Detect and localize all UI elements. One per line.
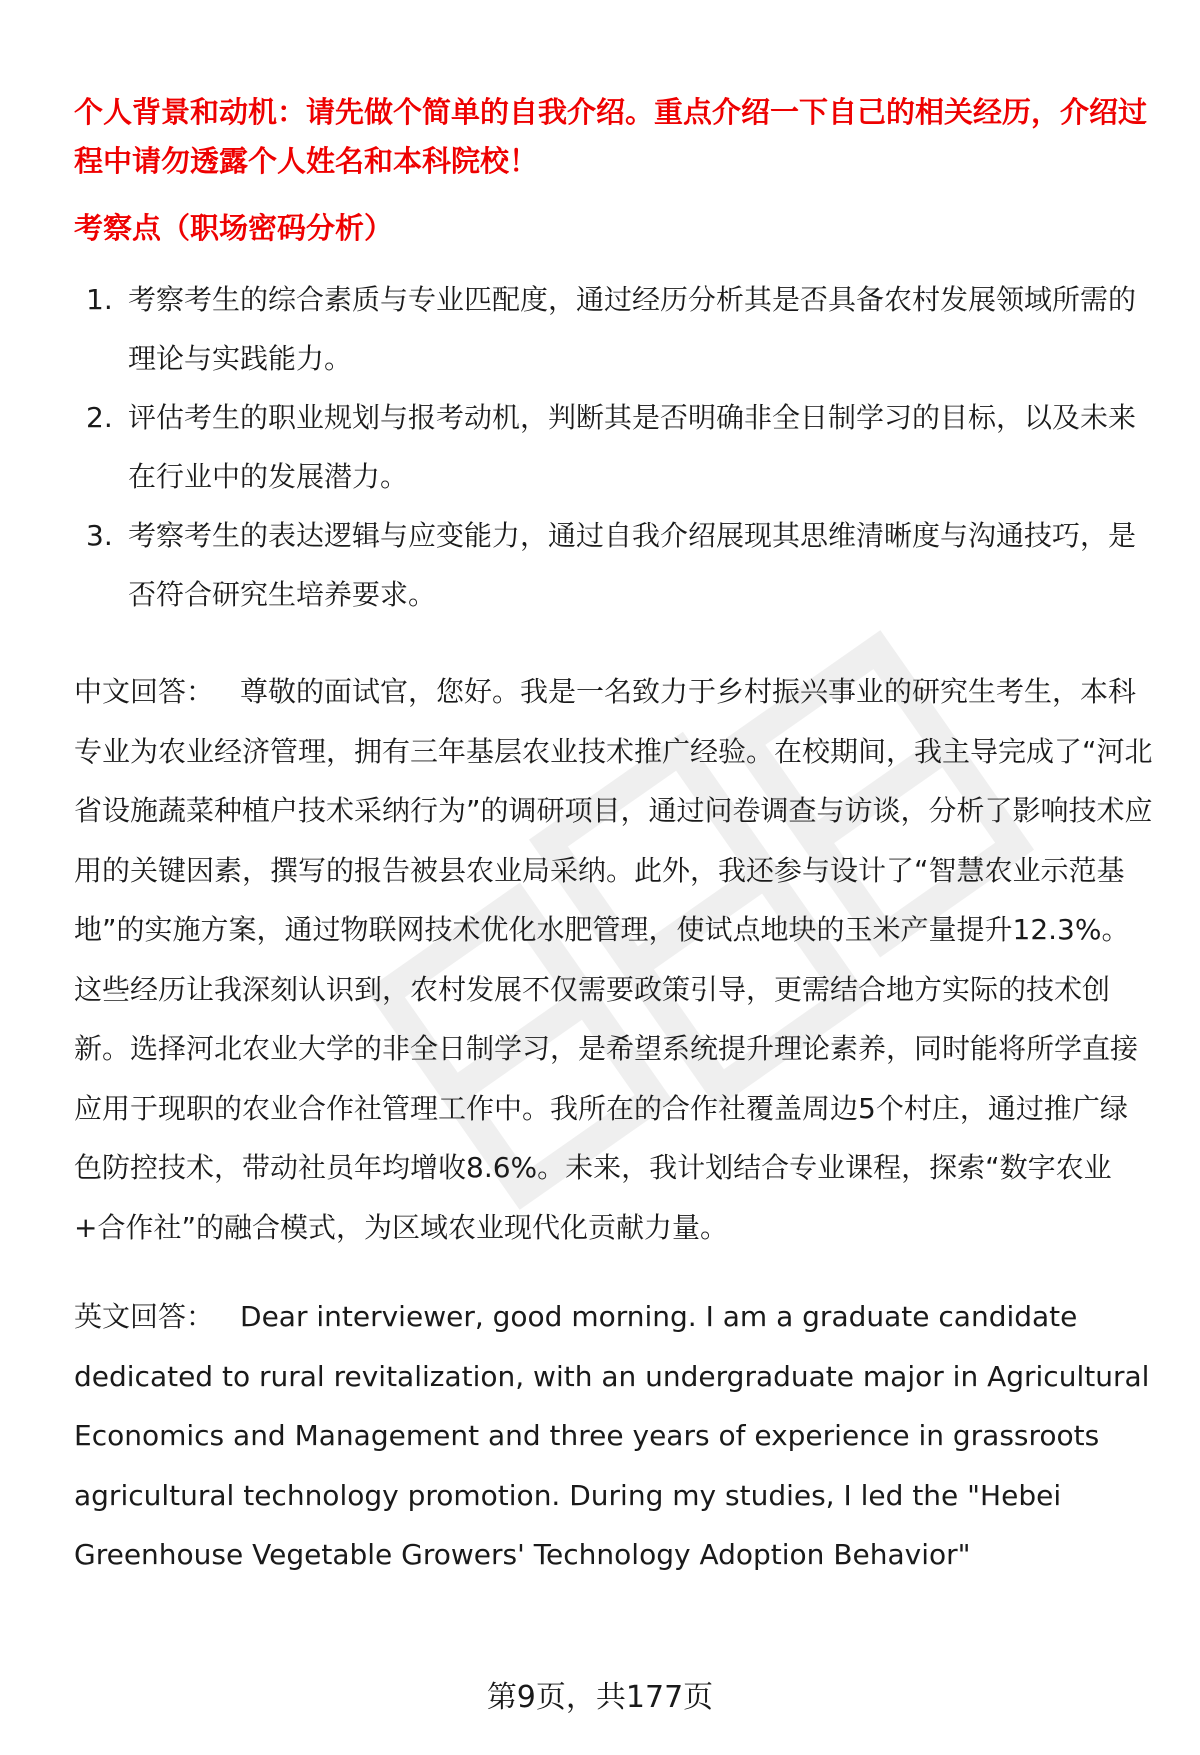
- english-answer-text: Dear interviewer, good morning. I am a graduate candidate dedicated to rural revitalization, with an undergraduate major in Agricultural Economics and Management and three years of experience in grassroots agricultural technology promotion. During my studies, I led the "Hebei Greenhouse Vegetable Growers' Technology Adoption Behavior": [74, 1300, 1150, 1571]
- english-answer-label: 英文回答：: [74, 1300, 215, 1333]
- list-item-text: 考察考生的综合素质与专业匹配度，通过经历分析其是否具备农村发展领域所需的理论与实践能力。: [128, 283, 1137, 375]
- page-number-footer: 第9页，共177页: [486, 1680, 714, 1715]
- list-item: [74, 388, 1154, 506]
- list-item-number: 2.: [86, 401, 113, 434]
- list-item-number: 3.: [86, 519, 113, 552]
- section-title: 考察点（职场密码分析）: [74, 211, 394, 245]
- chinese-answer-text: 尊敬的面试官，您好。我是一名致力于乡村振兴事业的研究生考生，本科专业为农业经济管理，拥有三年基层农业技术推广经验。在校期间，我主导完成了“河北省设施蔬菜种植户技术采纳行为”的调研项目，通过问卷调查与访谈，分析了影响技术应用的关键因素，撰写的报告被县农业局采纳。此外，我还参与设计了“智慧农业示范基地”的实施方案，通过物联网技术优化水肥管理，使试点地块的玉米产量提升12.3%。这些经历让我深刻认识到，农村发展不仅需要政策引导，更需结合地方实际的技术创新。选择河北农业大学的非全日制学习，是希望系统提升理论素养，同时能将所学直接应用于现职的农业合作社管理工作中。我所在的合作社覆盖周边5个村庄，通过推广绿色防控技术，带动社员年均增收8.6%。未来，我计划结合专业课程，探索“数字农业+合作社”的融合模式，为区域农业现代化贡献力量。: [74, 675, 1153, 1244]
- chinese-answer-label: 中文回答：: [74, 675, 215, 708]
- list-item-text: 评估考生的职业规划与报考动机，判断其是否明确非全日制学习的目标，以及未来在行业中的发展潜力。: [128, 401, 1137, 493]
- question-heading: 个人背景和动机：请先做个简单的自我介绍。重点介绍一下自己的相关经历，介绍过程中请勿透露个人姓名和本科院校！: [74, 95, 1148, 178]
- list-item: [74, 506, 1154, 624]
- english-answer: [74, 1287, 1154, 1585]
- list-item-text: 考察考生的表达逻辑与应变能力，通过自我介绍展现其思维清晰度与沟通技巧，是否符合研究生培养要求。: [128, 519, 1137, 611]
- assessment-points-list: [74, 270, 1154, 624]
- page-content: [74, 88, 1154, 1585]
- list-item-number: 1.: [86, 283, 113, 316]
- chinese-answer: [74, 662, 1154, 1257]
- list-item: [74, 270, 1154, 388]
